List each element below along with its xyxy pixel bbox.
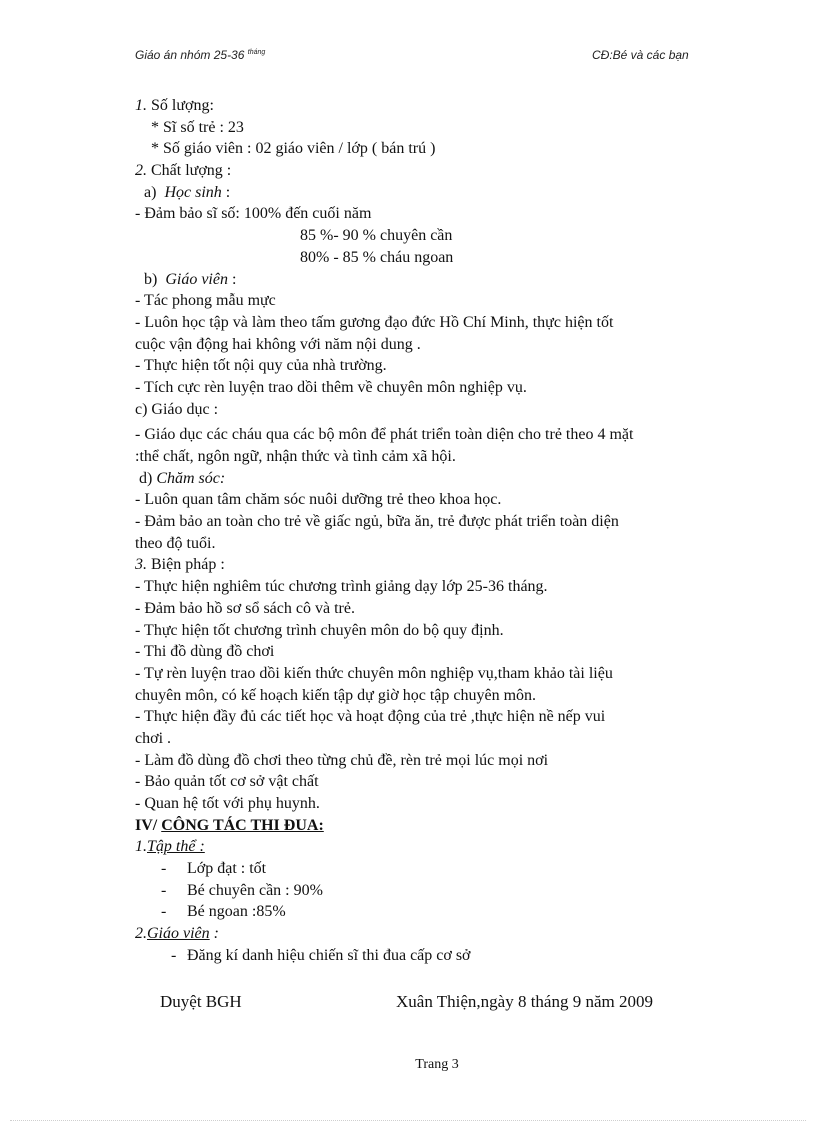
- text-line: - Tự rèn luyện trao dồi kiến thức chuyên môn nghiệp vụ,tham khảo tài liệu: [135, 664, 613, 682]
- section-4-heading: [135, 815, 745, 837]
- section-number: 3.: [135, 556, 147, 574]
- section-title: Chất lượng :: [147, 162, 232, 180]
- text-line: theo độ tuổi.: [135, 534, 216, 552]
- header-left-text: Giáo án nhóm 25-36: [135, 48, 245, 62]
- text-line: chơi .: [135, 729, 172, 747]
- list-item: - Bé ngoan :85%: [161, 903, 286, 921]
- section-number: 1.: [135, 97, 147, 114]
- section-title: Số lượng:: [147, 97, 214, 114]
- text-line: - Quan hệ tốt với phụ huynh.: [135, 795, 320, 812]
- subsection-colon: :: [227, 270, 237, 288]
- signature-place-date: Xuân Thiện,ngày 8 tháng 9 năm 2009: [396, 992, 654, 1011]
- section-title: Biện pháp :: [147, 556, 225, 574]
- text-line: - Đảm bảo sĩ số: 100% đến cuối năm: [135, 205, 372, 223]
- text-line: - Luôn quan tâm chăm sóc nuôi dưỡng trẻ theo khoa học.: [135, 491, 502, 509]
- page-footer: [0, 1057, 816, 1073]
- header-left-superscript: tháng: [247, 49, 266, 56]
- list-item-text: Lớp đạt : tốt: [187, 860, 267, 878]
- list-item: - Bé chuyên cần : 90%: [161, 881, 323, 899]
- text-line: - Luôn học tập và làm theo tấm gương đạo đức Hồ Chí Minh, thực hiện tốt: [135, 313, 614, 331]
- text-line: - Làm đồ dùng đồ chơi theo từng chủ đề, rèn trẻ mọi lúc mọi nơi: [135, 751, 549, 769]
- header-right: CĐ:Bé và các bạn: [592, 48, 689, 62]
- text-line: * Số giáo viên : 02 giáo viên / lớp ( bán trú ): [151, 140, 436, 158]
- subsection-label: a): [144, 183, 157, 201]
- subsection-4-1-heading: [135, 836, 745, 858]
- document-body: [135, 95, 745, 967]
- list-item-text: Bé ngoan :85%: [187, 903, 286, 921]
- subsection-a-heading: [135, 182, 745, 204]
- list-item-text: Bé chuyên cần : 90%: [187, 881, 323, 899]
- text-line: 80% - 85 % cháu ngoan: [300, 248, 454, 266]
- page-bottom-divider: [10, 1120, 806, 1121]
- subsection-title: Giáo viên: [147, 925, 210, 943]
- section-prefix: IV/: [135, 816, 158, 834]
- text-line: 85 %- 90 % chuyên cần: [300, 227, 453, 245]
- signature-approval: Duyệt BGH: [160, 992, 242, 1011]
- header-left: [135, 48, 265, 62]
- list-item: - Lớp đạt : tốt: [161, 860, 267, 878]
- text-line: chuyên môn, có kế hoạch kiến tập dự giờ học tập chuyên môn.: [135, 686, 537, 704]
- text-line: - Giáo dục các cháu qua các bộ môn để phát triển toàn diện cho trẻ theo 4 mặt: [135, 426, 634, 444]
- text-line: - Thực hiện nghiêm túc chương trình giảng dạy lớp 25-36 tháng.: [135, 578, 548, 596]
- text-line: :thể chất, ngôn ngữ, nhận thức và tình cảm xã hội.: [135, 448, 456, 465]
- section-3-heading: [135, 554, 745, 576]
- list-item-text: Đăng kí danh hiệu chiến sĩ thi đua cấp cơ sở: [187, 946, 471, 964]
- text-line: cuộc vận động hai không với năm nội dung .: [135, 335, 421, 353]
- subsection-4-2-heading: [135, 923, 745, 945]
- page-number: Trang 3: [415, 1057, 459, 1072]
- section-number: 2.: [135, 162, 147, 180]
- subsection-title: Giáo viên: [165, 270, 228, 288]
- subsection-d-heading: [135, 468, 745, 490]
- subsection-label: b): [144, 270, 158, 288]
- text-line: - Thực hiện đầy đủ các tiết học và hoạt động của trẻ ,thực hiện nề nếp vui: [135, 708, 606, 726]
- text-line: - Đảm bảo hồ sơ sổ sách cô và trẻ.: [135, 599, 355, 617]
- subsection-b-heading: [135, 269, 745, 291]
- text-line: - Đảm bảo an toàn cho trẻ về giấc ngủ, bữa ăn, trẻ được phát triển toàn diện: [135, 513, 619, 531]
- text-line: - Thực hiện tốt chương trình chuyên môn do bộ quy định.: [135, 621, 504, 639]
- text-line: * Sĩ số trẻ : 23: [151, 118, 244, 136]
- text-line: - Thực hiện tốt nội quy của nhà trường.: [135, 357, 387, 375]
- subsection-colon: :: [221, 183, 231, 201]
- list-item: - Đăng kí danh hiệu chiến sĩ thi đua cấp cơ sở: [171, 946, 471, 964]
- subsection-colon: :: [209, 925, 219, 943]
- text-line: - Tác phong mẫu mực: [135, 292, 276, 310]
- text-line: - Tích cực rèn luyện trao dồi thêm về chuyên môn nghiệp vụ.: [135, 378, 527, 396]
- subsection-label: d): [139, 469, 153, 487]
- subsection-title: Học sinh: [164, 183, 222, 201]
- section-2-heading: [135, 160, 745, 182]
- subsection-title: Tập thể :: [147, 838, 205, 856]
- section-number: 1.: [135, 838, 147, 856]
- section-number: 2.: [135, 925, 147, 943]
- subsection-c-heading: c) Giáo dục :: [135, 400, 219, 418]
- section-title: CÔNG TÁC THI ĐUA:: [161, 816, 324, 834]
- text-line: - Bảo quản tốt cơ sở vật chất: [135, 773, 319, 791]
- text-line: - Thi đồ dùng đồ chơi: [135, 643, 275, 661]
- section-1-heading: [135, 95, 745, 117]
- subsection-title: Chăm sóc:: [156, 469, 226, 487]
